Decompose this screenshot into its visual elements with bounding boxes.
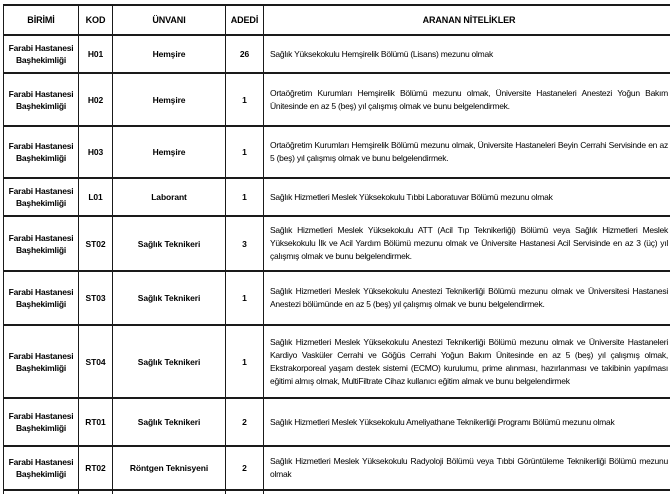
cell-nitelikler: Ortaöğretim Kurumları Hemşirelik Bölümü mezunu olmak, Üniversite Hastaneleri Beyin Cerrahi Servisinde en az 5 (beş) yıl çalışmış olmak ve bunu belgelendirmek. bbox=[264, 126, 670, 178]
table-header bbox=[4, 5, 670, 35]
cell-birimi: Farabi Hastanesi Başhekimliği bbox=[4, 126, 79, 178]
cell-kod: H01 bbox=[79, 35, 113, 73]
cell-unvani: Hemşire bbox=[113, 35, 226, 73]
cell-adedi: 2 bbox=[226, 398, 264, 446]
cell-birimi bbox=[4, 490, 79, 494]
cell-unvani: Laborant bbox=[113, 178, 226, 216]
cell-birimi: Farabi Hastanesi Başhekimliği bbox=[4, 271, 79, 325]
cell-kod: L01 bbox=[79, 178, 113, 216]
job-postings-table bbox=[3, 4, 670, 494]
table-row bbox=[4, 398, 670, 446]
cell-kod: RT02 bbox=[79, 446, 113, 490]
cell-adedi: 1 bbox=[226, 73, 264, 126]
cell-unvani: Hemşire bbox=[113, 126, 226, 178]
table-row bbox=[4, 35, 670, 73]
cell-adedi: 2 bbox=[226, 446, 264, 490]
cell-kod: ST04 bbox=[79, 325, 113, 398]
cell-birimi: Farabi Hastanesi Başhekimliği bbox=[4, 398, 79, 446]
cell-nitelikler: Ortaöğretim Kurumları Hemşirelik Bölümü mezunu olmak, Üniversite Hastaneleri Anestezi Yoğun Bakım Ünitesinde en az 5 (beş) yıl çalışmış olmak ve bunu belgelendirmek. bbox=[264, 73, 670, 126]
cell-birimi: Farabi Hastanesi Başhekimliği bbox=[4, 35, 79, 73]
table-row bbox=[4, 446, 670, 490]
column-header-birimi: BİRİMİ bbox=[4, 5, 79, 35]
cell-unvani: Röntgen Teknisyeni bbox=[113, 446, 226, 490]
cell-unvani: Hemşire bbox=[113, 73, 226, 126]
table-row bbox=[4, 325, 670, 398]
table-row bbox=[4, 126, 670, 178]
cell-adedi: 26 bbox=[226, 35, 264, 73]
header-row bbox=[4, 5, 670, 35]
cell-unvani: Sağlık Teknikeri bbox=[113, 325, 226, 398]
cell-adedi: 3 bbox=[226, 216, 264, 271]
cell-unvani: Sağlık Teknikeri bbox=[113, 271, 226, 325]
cell-birimi: Farabi Hastanesi Başhekimliği bbox=[4, 73, 79, 126]
cell-kod: H03 bbox=[79, 126, 113, 178]
column-header-nitelikler: ARANAN NİTELİKLER bbox=[264, 5, 670, 35]
table-row bbox=[4, 216, 670, 271]
cell-nitelikler bbox=[264, 490, 670, 494]
cell-nitelikler: Sağlık Hizmetleri Meslek Yüksekokulu Anestezi Teknikerliği Bölümü mezunu olmak ve Üniversitesi Hastanesi Anestezi bölümünde en az 5 (beş) yıl çalışmış olmak ve bunu belgelendirmek. bbox=[264, 271, 670, 325]
table-row-partial bbox=[4, 490, 670, 494]
table-row bbox=[4, 178, 670, 216]
cell-unvani: Sağlık Teknikeri bbox=[113, 398, 226, 446]
cell-adedi bbox=[226, 490, 264, 494]
cell-nitelikler: Sağlık Hizmetleri Meslek Yüksekokulu Tıbbi Laboratuvar Bölümü mezunu olmak bbox=[264, 178, 670, 216]
cell-kod: ST03 bbox=[79, 271, 113, 325]
cell-birimi: Farabi Hastanesi Başhekimliği bbox=[4, 178, 79, 216]
cell-nitelikler: Sağlık Hizmetleri Meslek Yüksekokulu Ameliyathane Teknikerliği Programı Bölümü mezunu olmak bbox=[264, 398, 670, 446]
cell-birimi: Farabi Hastanesi Başhekimliği bbox=[4, 216, 79, 271]
cell-kod: RT01 bbox=[79, 398, 113, 446]
cell-unvani bbox=[113, 490, 226, 494]
cell-unvani: Sağlık Teknikeri bbox=[113, 216, 226, 271]
column-header-unvani: ÜNVANI bbox=[113, 5, 226, 35]
column-header-adedi: ADEDİ bbox=[226, 5, 264, 35]
cell-nitelikler: Sağlık Yüksekokulu Hemşirelik Bölümü (Lisans) mezunu olmak bbox=[264, 35, 670, 73]
table-row bbox=[4, 73, 670, 126]
cell-birimi: Farabi Hastanesi Başhekimliği bbox=[4, 446, 79, 490]
column-header-kod: KOD bbox=[79, 5, 113, 35]
cell-kod bbox=[79, 490, 113, 494]
table-body bbox=[4, 35, 670, 494]
cell-kod: ST02 bbox=[79, 216, 113, 271]
cell-adedi: 1 bbox=[226, 126, 264, 178]
cell-nitelikler: Sağlık Hizmetleri Meslek Yüksekokulu ATT (Acil Tıp Teknikerliği) Bölümü veya Sağlık Hizmetleri Meslek Yüksekokulu İlk ve Acil Yardım Bölümü mezunu olmak ve Üniversite Hastanesi Acil Servisinde en az 3 (üç) yıl çalışmış olmak ve bunu belgelendirmek. bbox=[264, 216, 670, 271]
cell-adedi: 1 bbox=[226, 325, 264, 398]
cell-nitelikler: Sağlık Hizmetleri Meslek Yüksekokulu Anestezi Teknikerliği Bölümü mezunu olmak ve Üniversite Hastaneleri Kardiyo Vasküler Cerrahi ve Göğüs Cerrahi Yoğun Bakım Ünitesinde en az 5 (beş) yıl çalışmış olmak, Ekstrakorporeal yaşam destek sistemi (ECMO) kurulumu, prime alınması, hazırlanması ve takibinin yapılması eğitimi almış olmak, MultiFiltrate Cihaz kullanıcı eğitim almak ve bunu belgelendirmek bbox=[264, 325, 670, 398]
cell-adedi: 1 bbox=[226, 178, 264, 216]
cell-nitelikler: Sağlık Hizmetleri Meslek Yüksekokulu Radyoloji Bölümü veya Tıbbi Görüntüleme Teknikerliği Bölümü mezunu olmak bbox=[264, 446, 670, 490]
table-row bbox=[4, 271, 670, 325]
cell-birimi: Farabi Hastanesi Başhekimliği bbox=[4, 325, 79, 398]
cell-adedi: 1 bbox=[226, 271, 264, 325]
cell-kod: H02 bbox=[79, 73, 113, 126]
